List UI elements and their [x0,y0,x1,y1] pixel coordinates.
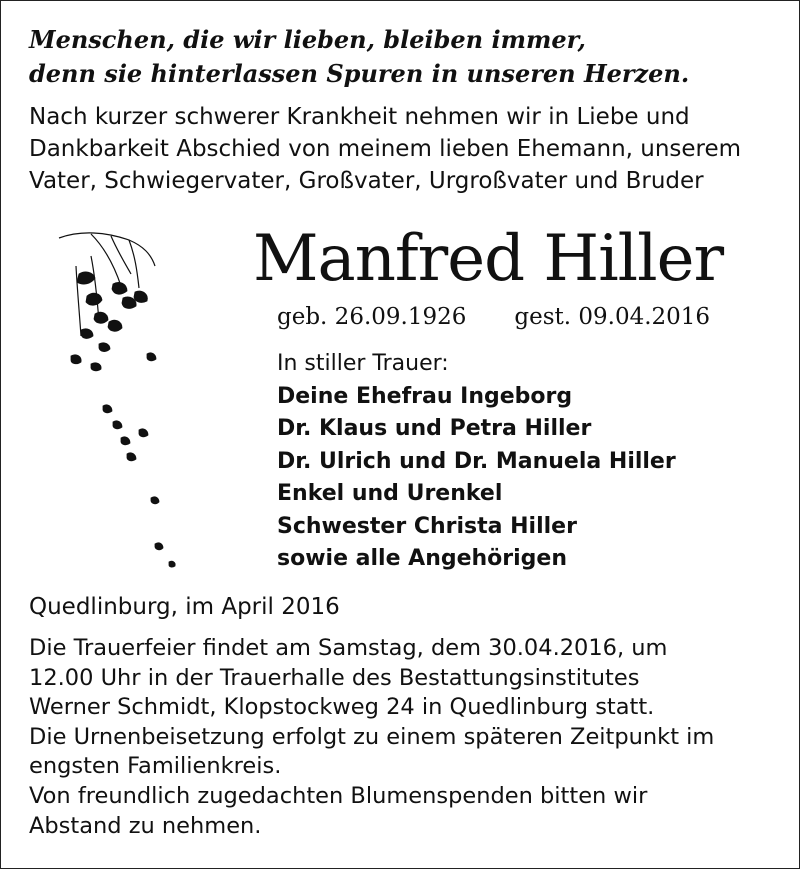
birch-branch-falling-leaves-icon [51,226,191,576]
birth-date: geb. 26.09.1926 [277,304,467,330]
mourner-entry: Deine Ehefrau Ingeborg [277,383,573,409]
place-and-date: Quedlinburg, im April 2016 [29,594,340,620]
death-date: gest. 09.04.2016 [514,304,711,330]
info-line: engsten Familienkreis. [29,753,282,780]
intro-text [29,101,789,197]
mourners-list [277,348,676,576]
info-line: Von freundlich zugedachten Blumenspenden bitten wir [29,782,648,809]
intro-line: Vater, Schwiegervater, Großvater, Urgroßvater und Bruder [29,168,704,194]
info-line: Werner Schmidt, Klopstockweg 24 in Quedlinburg statt. [29,694,655,721]
info-line: Abstand zu nehmen. [29,812,262,839]
info-line: Die Trauerfeier findet am Samstag, dem 30.04.2016, um [29,635,668,661]
mourner-entry: sowie alle Angehörigen [277,546,568,571]
intro-line: Dankbarkeit Abschied von meinem lieben Ehemann, unserem [29,136,742,162]
life-dates [277,301,710,333]
mourner-entry: Schwester Christa Hiller [277,513,577,539]
funeral-information [29,634,789,841]
motto-line: Menschen, die wir lieben, bleiben immer, [29,25,586,54]
deceased-name: Manfred Hiller [253,222,724,296]
mourner-entry: Dr. Ulrich und Dr. Manuela Hiller [277,448,676,474]
info-line: 12.00 Uhr in der Trauerhalle des Bestattungsinstitutes [29,664,640,691]
motto-quote [29,23,689,91]
motto-line: denn sie hinterlassen Spuren in unseren Herzen. [29,59,690,88]
intro-line: Nach kurzer schwerer Krankheit nehmen wir in Liebe und [29,104,690,130]
mourner-entry: Enkel und Urenkel [277,481,503,506]
mourner-entry: Dr. Klaus und Petra Hiller [277,416,592,441]
mourners-heading: In stiller Trauer: [277,351,449,376]
info-line: Die Urnenbeisetzung erfolgt zu einem späteren Zeitpunkt im [29,723,715,750]
